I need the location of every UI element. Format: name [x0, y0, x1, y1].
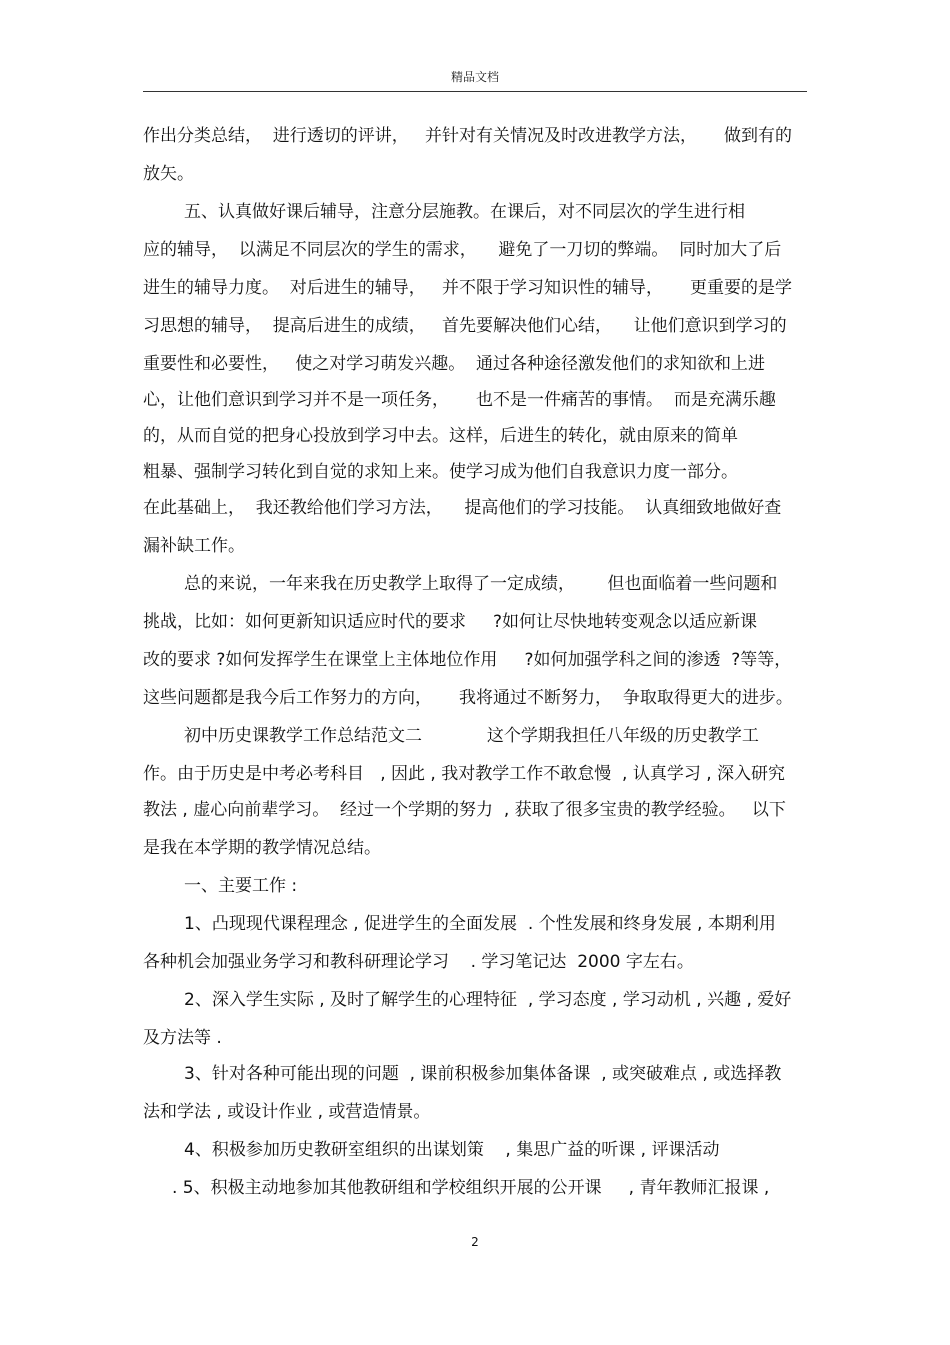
text-line: 2、深入学生实际 , 及时了解学生的心理特征 , 学习态度 , 学习动机 , 兴趣 , 爱好 [184, 990, 792, 1010]
text-line: 挑战，比如：如何更新知识适应时代的要求 ?如何让尽快地转变观念以适应新课 [143, 612, 758, 632]
text-line: 3、针对各种可能出现的问题 , 课前积极参加集体备课 , 或突破难点 , 或选择教 [184, 1064, 782, 1084]
text-line: 习思想的辅导， 提高后进生的成绩， 首先要解决他们心结， 让他们意识到学习的 [143, 316, 787, 336]
text-line: 放矢。 [143, 164, 194, 184]
text-line: 是我在本学期的教学情况总结。 [143, 838, 381, 858]
text-line: 应的辅导， 以满足不同层次的学生的需求， 避免了一刀切的弊端。 同时加大了后 [143, 240, 782, 260]
text-line: 法和学法 , 或设计作业 , 或营造情景。 [143, 1102, 431, 1122]
text-line: 初中历史课教学工作总结范文二 这个学期我担任八年级的历史教学工 [184, 726, 759, 746]
text-line: 改的要求 ?如何发挥学生在课堂上主体地位作用 ?如何加强学科之间的渗透 ?等等， [143, 650, 792, 670]
text-line: 作。由于历史是中考必考科目 , 因此 , 我对教学工作不敢怠慢 , 认真学习 , 深入研究 [143, 764, 786, 784]
text-line: 的，从而自觉的把身心投放到学习中去。这样，后进生的转化，就由原来的简单 [143, 426, 738, 446]
text-line: 教法 , 虚心向前辈学习。 经过一个学期的努力 , 获取了很多宝贵的教学经验。 以下 [143, 800, 786, 820]
text-line: 1、凸现现代课程理念 , 促进学生的全面发展 . 个性发展和终身发展 , 本期利用 [184, 914, 776, 934]
text-line: 心，让他们意识到学习并不是一项任务， 也不是一件痛苦的事情。 而是充满乐趣 [143, 390, 776, 410]
text-line: 作出分类总结， 进行透切的评讲， 并针对有关情况及时改进教学方法， 做到有的 [143, 126, 793, 146]
page-header: 精品文档 [450, 70, 499, 84]
text-line: 这些问题都是我今后工作努力的方向， 我将通过不断努力， 争取取得更大的进步。 [143, 688, 793, 708]
text-line: 总的来说，一年来我在历史教学上取得了一定成绩， 但也面临着一些问题和 [184, 574, 778, 594]
text-line: 在此基础上， 我还教给他们学习方法， 提高他们的学习技能。 认真细致地做好查 [143, 498, 782, 518]
text-line: 及方法等 . [143, 1028, 222, 1048]
text-line: 一、主要工作 : [184, 876, 298, 896]
header-divider [143, 91, 807, 92]
text-line: 重要性和必要性， 使之对学习萌发兴趣。 通过各种途径激发他们的求知欲和上进 [143, 354, 766, 374]
text-line: 粗暴、强制学习转化到自觉的求知上来。使学习成为他们自我意识力度一部分。 [143, 462, 738, 482]
page-number: 2 [471, 1235, 479, 1249]
text-line: 漏补缺工作。 [143, 536, 245, 556]
text-line: 各种机会加强业务学习和教科研理论学习 . 学习笔记达 2000 字左右。 [143, 952, 694, 972]
text-line: . 5、积极主动地参加其他教研组和学校组织开展的公开课 , 青年教师汇报课 , [172, 1178, 770, 1198]
text-line: 五、认真做好课后辅导，注意分层施教。在课后，对不同层次的学生进行相 [184, 202, 745, 222]
text-line: 4、积极参加历史教研室组织的出谋划策 , 集思广益的听课 , 评课活动 [184, 1140, 720, 1160]
text-line: 进生的辅导力度。 对后进生的辅导， 并不限于学习知识性的辅导， 更重要的是学 [143, 278, 793, 298]
